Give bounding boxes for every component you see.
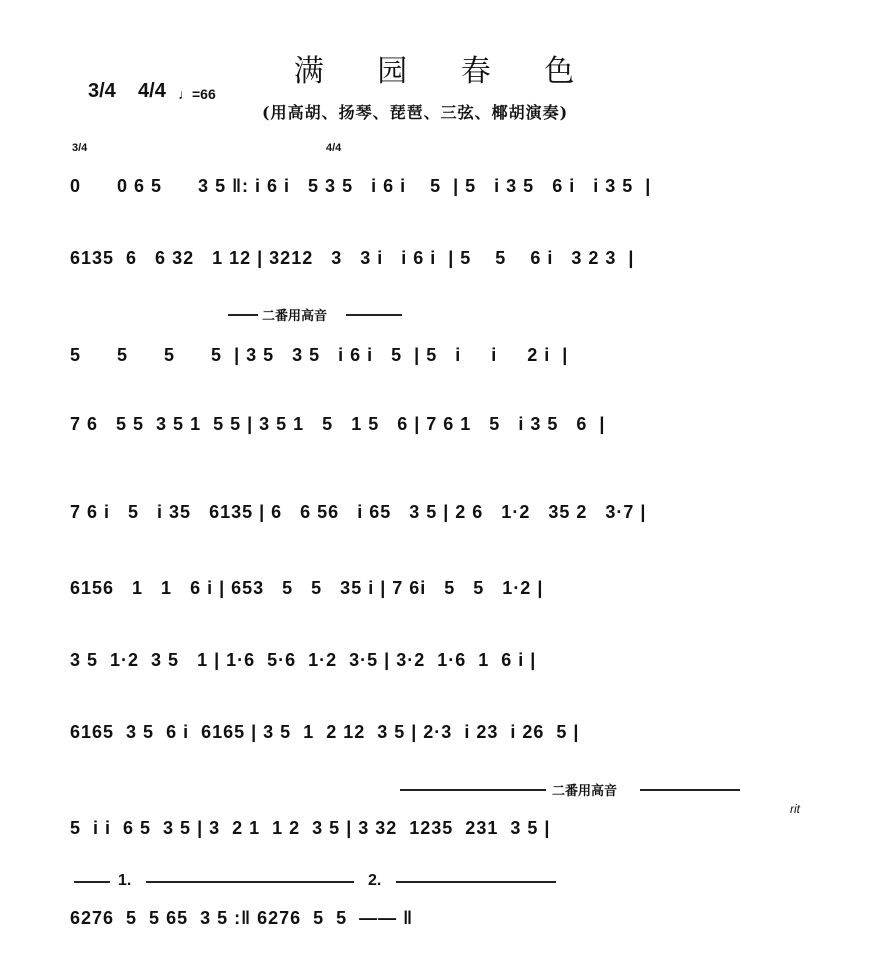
- annotation-line: [640, 789, 740, 791]
- score-line-text: 7 6 5 5 3 5 1 5 5 | 3 5 1 5 1 5 6 | 7 6 1 5 i 3 5 6 |: [70, 414, 606, 434]
- score-line-text: 6135 6 6 32 1 12 | 3212 3 3 i i 6 i | 5 5 6 i 3 2 3 |: [70, 248, 635, 268]
- volta-2: 2.: [368, 872, 382, 889]
- tempo-mark: ♩=66: [178, 86, 216, 102]
- score-line-text: 5 5 5 5 | 3 5 3 5 i 6 i 5 | 5 i i 2 i |: [70, 345, 569, 365]
- score-line-text: 3 5 1·2 3 5 1 | 1·6 5·6 1·2 3·5 | 3·2 1·6 1 6 i |: [70, 650, 537, 670]
- small-time-signature-a: 3/4: [72, 142, 88, 154]
- annotation-second-high-1: 二番用高音: [262, 308, 328, 323]
- subtitle: (用高胡、扬琴、琵琶、三弦、椰胡演奏): [262, 103, 569, 122]
- score-line-text: 7 6 i 5 i 35 6135 | 6 6 56 i 65 3 5 | 2 6 1·2 35 2 3·7 |: [70, 502, 647, 522]
- score-line: [0, 578, 890, 638]
- score-line-text: 6165 3 5 6 i 6165 | 3 5 1 2 12 3 5 | 2·3 i 23 i 26 5 |: [70, 722, 580, 742]
- annotation-second-high-2: 二番用高音: [552, 783, 618, 798]
- score-line: [0, 345, 890, 405]
- rit-mark: rit: [790, 802, 800, 816]
- time-signature-a: 3/4: [88, 80, 116, 102]
- score-line: [0, 650, 890, 710]
- volta-1: 1.: [118, 872, 132, 889]
- score-line: [0, 176, 890, 236]
- annotation-line: [400, 789, 546, 791]
- time-signature: [88, 80, 166, 103]
- score-line: [0, 502, 890, 562]
- score-line: [0, 722, 890, 782]
- score-line-text: 5 i i 6 5 3 5 | 3 2 1 1 2 3 5 | 3 32 1235 231 3 5 |: [70, 818, 551, 838]
- volta-line: [146, 881, 354, 883]
- annotation-line: [228, 314, 258, 316]
- score-line: [0, 414, 890, 474]
- score-line: [0, 908, 890, 968]
- score-line-text: 6276 5 5 65 3 5 :‖ 6276 5 5 —— ‖: [70, 908, 414, 928]
- score-line-text: 6156 1 1 6 i | 653 5 5 35 i | 7 6i 5 5 1·2 |: [70, 578, 544, 598]
- page-title: 满 园 春 色: [293, 54, 597, 89]
- score-line: [0, 248, 890, 308]
- annotation-line: [346, 314, 402, 316]
- volta-line: [396, 881, 556, 883]
- small-time-signature-b: 4/4: [326, 142, 342, 154]
- volta-line: [74, 881, 110, 883]
- time-signature-b: 4/4: [138, 80, 166, 102]
- score-line-text: 0 0 6 5 3 5 ‖: i 6 i 5 3 5 i 6 i 5 | 5 i 3 5 6 i i 3 5 |: [70, 176, 652, 196]
- score-line: [0, 818, 890, 878]
